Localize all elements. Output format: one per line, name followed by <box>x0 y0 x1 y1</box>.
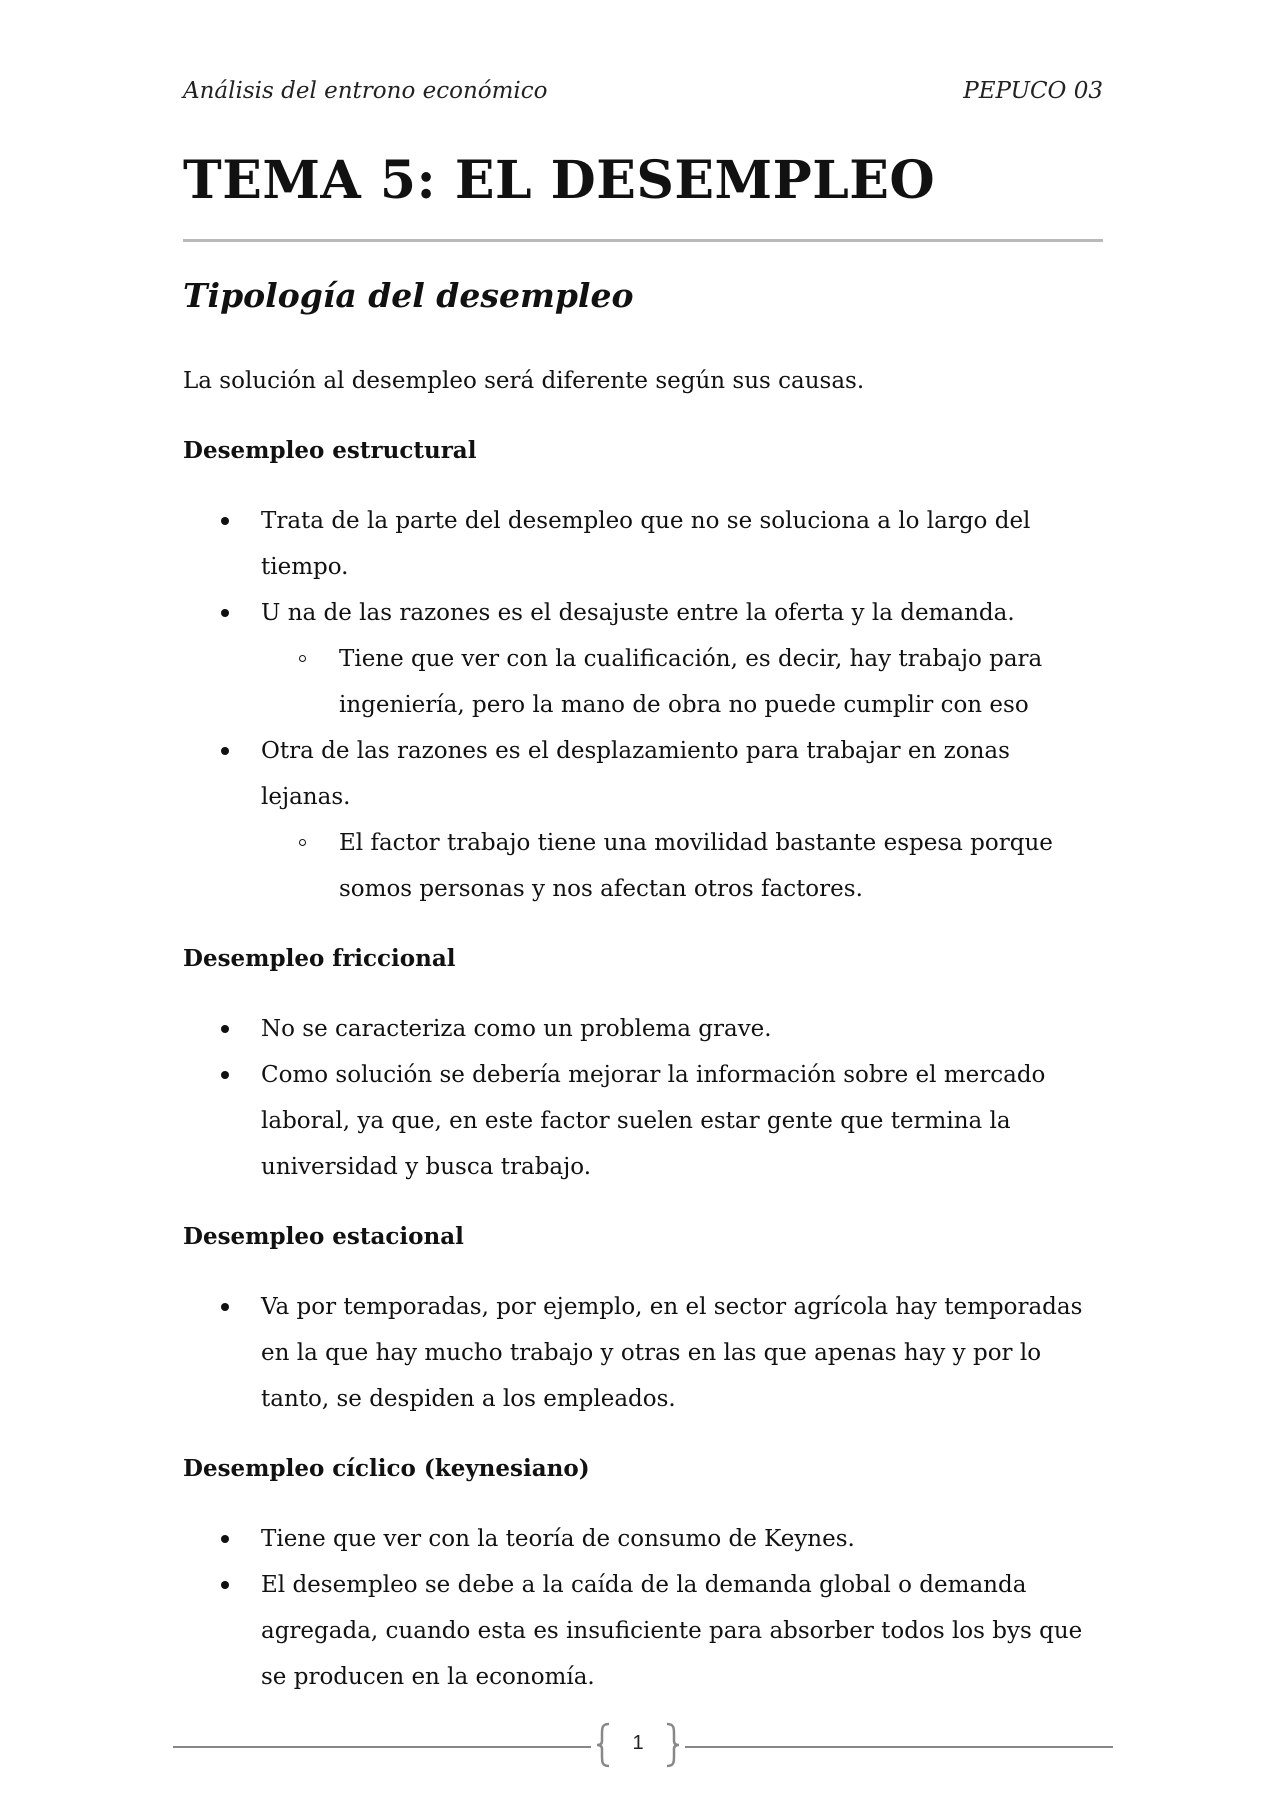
bullet-icon <box>221 517 229 525</box>
footer-line-right <box>685 1746 1113 1748</box>
list-item-text: Como solución se debería mejorar la información sobre el mercado laboral, ya que, en este factor suelen estar gente que termina la universidad y busca trabajo. <box>261 1062 1046 1180</box>
list-item <box>183 590 1103 728</box>
sublist-item-text: Tiene que ver con la cualificación, es decir, hay trabajo para ingeniería, pero la mano de obra no puede cumplir con eso <box>339 646 1043 718</box>
list-ciclico <box>183 1516 1103 1700</box>
page-number: 1 <box>632 1732 644 1754</box>
section-heading: Tipología del desempleo <box>183 276 634 315</box>
list-item-text: El desempleo se debe a la caída de la demanda global o demanda agregada, cuando esta es insuficiente para absorber todos los bys que se producen en la economía. <box>261 1572 1083 1690</box>
list-estacional <box>183 1284 1103 1422</box>
sublist-item <box>261 820 1103 912</box>
list-item-text: U na de las razones es el desajuste entre la oferta y la demanda. <box>261 600 1015 626</box>
heading-friccional: Desempleo friccional <box>183 945 456 972</box>
bullet-icon <box>221 1581 229 1589</box>
list-item <box>183 498 1103 590</box>
bullet-icon <box>221 1303 229 1311</box>
footer-line-left <box>173 1746 591 1748</box>
sublist-item-text: El factor trabajo tiene una movilidad bastante espesa porque somos personas y nos afectan otros factores. <box>339 830 1053 902</box>
intro-paragraph: La solución al desempleo será diferente según sus causas. <box>183 368 865 394</box>
bullet-icon <box>221 1025 229 1033</box>
bullet-icon <box>221 1071 229 1079</box>
list-item <box>183 1006 1103 1052</box>
title-divider <box>183 239 1103 242</box>
list-friccional <box>183 1006 1103 1190</box>
right-brace-icon <box>661 1722 683 1768</box>
heading-estacional: Desempleo estacional <box>183 1223 464 1250</box>
bullet-icon <box>221 747 229 755</box>
header-course-name: Análisis del entrono económico <box>183 78 548 104</box>
list-item <box>183 1562 1103 1700</box>
list-item <box>183 1052 1103 1190</box>
list-item <box>183 1516 1103 1562</box>
list-estructural <box>183 498 1103 912</box>
list-item <box>183 728 1103 912</box>
sublist <box>261 636 1103 728</box>
page-header <box>183 78 1103 110</box>
bullet-icon <box>221 609 229 617</box>
list-item-text: Tiene que ver con la teoría de consumo de Keynes. <box>261 1526 855 1552</box>
list-item-text: Va por temporadas, por ejemplo, en el sector agrícola hay temporadas en la que hay mucho trabajo y otras en las que apenas hay y por lo tanto, se despiden a los empleados. <box>261 1294 1083 1412</box>
list-item-text: No se caracteriza como un problema grave. <box>261 1016 772 1042</box>
left-brace-icon <box>593 1722 615 1768</box>
list-item-text: Trata de la parte del desempleo que no se soluciona a lo largo del tiempo. <box>261 508 1031 580</box>
header-course-code: PEPUCO 03 <box>963 78 1103 104</box>
sublist <box>261 820 1103 912</box>
list-item <box>183 1284 1103 1422</box>
circle-bullet-icon <box>299 655 306 662</box>
bullet-icon <box>221 1535 229 1543</box>
circle-bullet-icon <box>299 839 306 846</box>
page-footer <box>173 1722 1113 1772</box>
document-title: TEMA 5: EL DESEMPLEO <box>183 150 936 211</box>
list-item-text: Otra de las razones es el desplazamiento para trabajar en zonas lejanas. <box>261 738 1010 810</box>
heading-estructural: Desempleo estructural <box>183 437 477 464</box>
heading-ciclico: Desempleo cíclico (keynesiano) <box>183 1455 590 1482</box>
sublist-item <box>261 636 1103 728</box>
document-body <box>183 358 1103 1724</box>
